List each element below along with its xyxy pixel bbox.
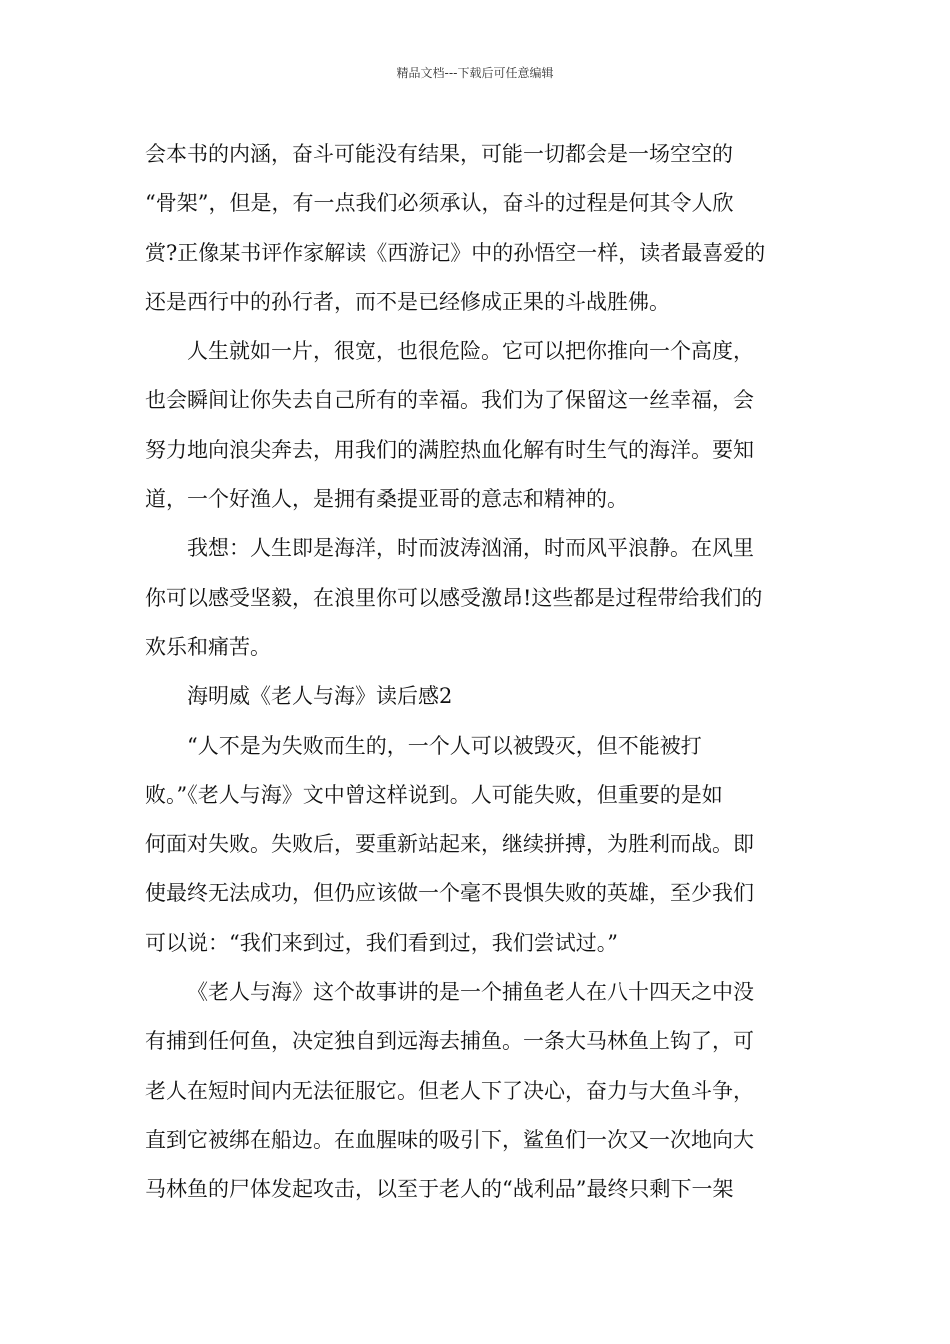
text-line: 人生就如一片，很宽，也很危险。它可以把你推向一个高度， bbox=[187, 339, 754, 364]
text-line: 欢乐和痛苦。 bbox=[145, 634, 271, 659]
text-line: 老人在短时间内无法征服它。但老人下了决心，奋力与大鱼斗争， bbox=[145, 1078, 754, 1103]
paragraph-1 bbox=[145, 130, 807, 327]
text-line: 败。”《老人与海》文中曾这样说到。人可能失败，但重要的是如 bbox=[145, 782, 723, 807]
text-line: 有捕到任何鱼，决定独自到远海去捕鱼。一条大马林鱼上钩了，可 bbox=[145, 1029, 754, 1054]
paragraph-2 bbox=[145, 327, 807, 524]
text-line: 我想：人生即是海洋，时而波涛汹涌，时而风平浪静。在风里 bbox=[187, 536, 754, 561]
text-line: 赏?正像某书评作家解读《西游记》中的孙悟空一样，读者最喜爱的 bbox=[145, 240, 766, 265]
paragraph-5 bbox=[145, 968, 807, 1214]
text-line: 你可以感受坚毅，在浪里你可以感受激昂!这些都是过程带给我们的 bbox=[145, 585, 763, 610]
text-line: 也会瞬间让你失去自己所有的幸福。我们为了保留这一丝幸福，会 bbox=[145, 388, 754, 413]
section-heading bbox=[145, 672, 807, 721]
text-line: “人不是为失败而生的，一个人可以被毁灭，但不能被打 bbox=[187, 733, 702, 758]
text-line: 使最终无法成功，但仍应该做一个毫不畏惧失败的英雄，至少我们 bbox=[145, 881, 754, 906]
text-line: 马林鱼的尸体发起攻击，以至于老人的“战利品”最终只剩下一架 bbox=[145, 1177, 734, 1202]
text-line: 直到它被绑在船边。在血腥味的吸引下，鲨鱼们一次又一次地向大 bbox=[145, 1127, 754, 1152]
text-line: 何面对失败。失败后，要重新站起来，继续拼搏，为胜利而战。即 bbox=[145, 832, 754, 857]
page-header: 精品文档---下载后可任意编辑 bbox=[396, 66, 554, 80]
text-line: “骨架”，但是，有一点我们必须承认，奋斗的过程是何其令人欣 bbox=[145, 191, 734, 216]
heading-line: 海明威《老人与海》读后感2 bbox=[187, 684, 453, 709]
text-line: 道，一个好渔人，是拥有桑提亚哥的意志和精神的。 bbox=[145, 487, 628, 512]
text-line: 《老人与海》这个故事讲的是一个捕鱼老人在八十四天之中没 bbox=[187, 980, 754, 1005]
text-line: 努力地向浪尖奔去，用我们的满腔热血化解有时生气的海洋。要知 bbox=[145, 437, 754, 462]
text-line: 还是西行中的孙行者，而不是已经修成正果的斗战胜佛。 bbox=[145, 289, 670, 314]
document-body bbox=[145, 130, 807, 1215]
paragraph-4 bbox=[145, 722, 807, 968]
paragraph-3 bbox=[145, 524, 807, 672]
text-line: 会本书的内涵，奋斗可能没有结果，可能一切都会是一场空空的 bbox=[145, 142, 733, 166]
text-line: 可以说：“我们来到过，我们看到过，我们尝试过。” bbox=[145, 930, 618, 955]
